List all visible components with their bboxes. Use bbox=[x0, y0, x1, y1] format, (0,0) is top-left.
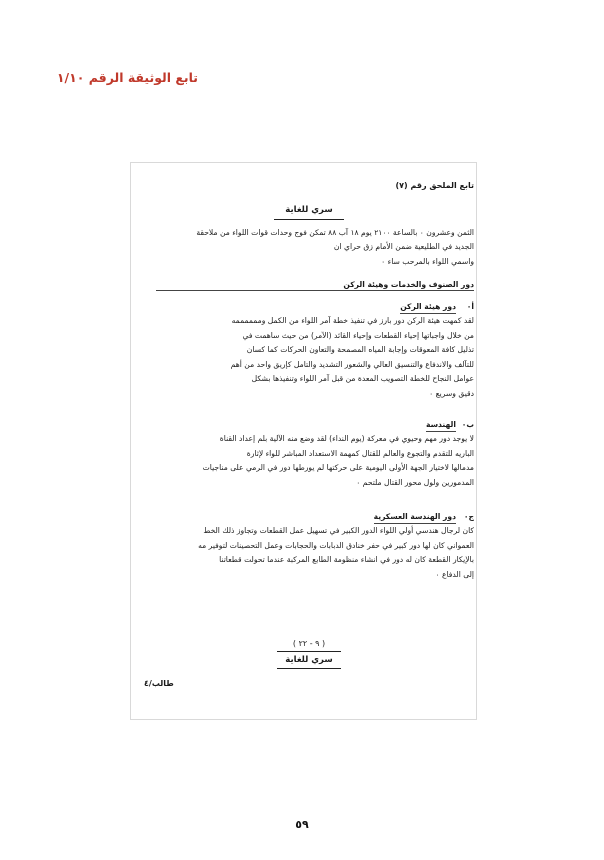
item-line: المدمورين ولول محور القتال ملتحم ٠ bbox=[356, 477, 474, 487]
classification-mark-top bbox=[144, 202, 474, 220]
item-label: دور الهندسة العسكرية bbox=[374, 512, 456, 524]
page-header: تابع الوثيقة الرقم ١/١٠ bbox=[56, 70, 198, 85]
item-line: لقد كمهت هيئة الركن دور بارز في تنفيذ خطة آمر اللواء من الكمل وممممممه bbox=[231, 316, 474, 326]
item-line: تذليل كافة المعوقات وإجابة المياه المصمحة والتعاون الحركات كما كسان bbox=[246, 345, 474, 355]
item-line: عوامل النجاح للخطة التصويب المعدة من قبل آمر اللواء وتنفيذها بشكل bbox=[251, 374, 474, 384]
intro-line: الجديد في الطليعية ضمن الأمام زق حراي ان bbox=[333, 242, 474, 252]
page-number: ٥٩ bbox=[295, 818, 309, 831]
secret-text: سري للغاية bbox=[285, 205, 333, 215]
section-heading bbox=[146, 278, 474, 291]
item-line: دقيق وسريع ٠ bbox=[429, 388, 474, 398]
item-label: دور هيئة الركن bbox=[400, 302, 456, 314]
item-head bbox=[146, 300, 474, 314]
item-line: العمواني كان لها دور كبير في حفر خنادق الدبابات والحجابات وعمل التحصينات لتوفير مه bbox=[198, 540, 474, 550]
section-heading-text: دور الصنوف والخدمات وهيئة الركن bbox=[343, 280, 474, 289]
item-line: بالإيكار القطعة كان له دور في انشاء منظومة الطابع المركبة عندما تحولت قطعاتنا bbox=[219, 555, 474, 565]
item-line: لا يوجد دور مهم وحيوي في معركة (يوم النداء) لقد وضع منه الآلية بلم إعداد القناة bbox=[219, 434, 474, 444]
item-line: كان لرجال هندسي أولي اللواء الدور الكبير في تسهيل عمل القطعات وتجاوز ذلك الخط bbox=[203, 526, 474, 536]
annex-label: تابع الملحق رقم (٧) bbox=[395, 181, 474, 190]
section-heading-underline bbox=[156, 290, 474, 291]
intro-line: واسمي اللواء بالمرحب ساء ٠ bbox=[381, 256, 474, 266]
item-line: للتآلف والاندفاع والتنسيق العالي والشعور التشديد والتامل كإريق واحد من أهم bbox=[230, 359, 474, 369]
item-line: مدمالها لاختيار الجهة الأولى اليومية على حركتها لم يورطها دور في الرمي على مناجيات bbox=[202, 463, 474, 473]
item-body bbox=[146, 524, 474, 582]
scanned-document bbox=[144, 178, 474, 698]
item-line: الباريه للتقدم والتجوع والعالم للقتال كمهمة الاستعداد المباشر للواء لإثارة bbox=[246, 448, 474, 458]
classification-mark-bottom: سري للغاية bbox=[285, 655, 333, 666]
item-head bbox=[146, 510, 474, 524]
item-body bbox=[146, 314, 474, 401]
item-engineering bbox=[146, 418, 474, 490]
continuation-label: طالب/٤ bbox=[144, 679, 174, 688]
signature-reference: ( ٩ - ٢٢ ) bbox=[292, 639, 326, 648]
item-line: إلى الدفاع ٠ bbox=[435, 569, 474, 579]
intro-paragraph bbox=[146, 226, 474, 269]
intro-line: الثمن وعشرون ٠ بالساعة ٢١٠٠ يوم ١٨ آب ٨٨ تمكن فوج وحدات قوات اللواء من ملاحقة bbox=[196, 228, 474, 237]
item-head bbox=[146, 418, 474, 432]
item-staff-role bbox=[146, 300, 474, 401]
item-number: ج٠ bbox=[463, 512, 474, 521]
classification-underline bbox=[277, 668, 341, 669]
item-body bbox=[146, 432, 474, 490]
signature-block bbox=[144, 636, 474, 669]
item-military-engineering bbox=[146, 510, 474, 582]
item-line: من خلال واجباتها إحياء القطعات وإحياء القائد (الآمر) من حيث ساهمت في bbox=[242, 330, 474, 340]
item-number: ب٠ bbox=[461, 420, 474, 429]
item-label: الهندسة bbox=[426, 420, 456, 432]
classification-underline bbox=[274, 219, 344, 220]
item-number: أ٠ bbox=[466, 302, 474, 311]
